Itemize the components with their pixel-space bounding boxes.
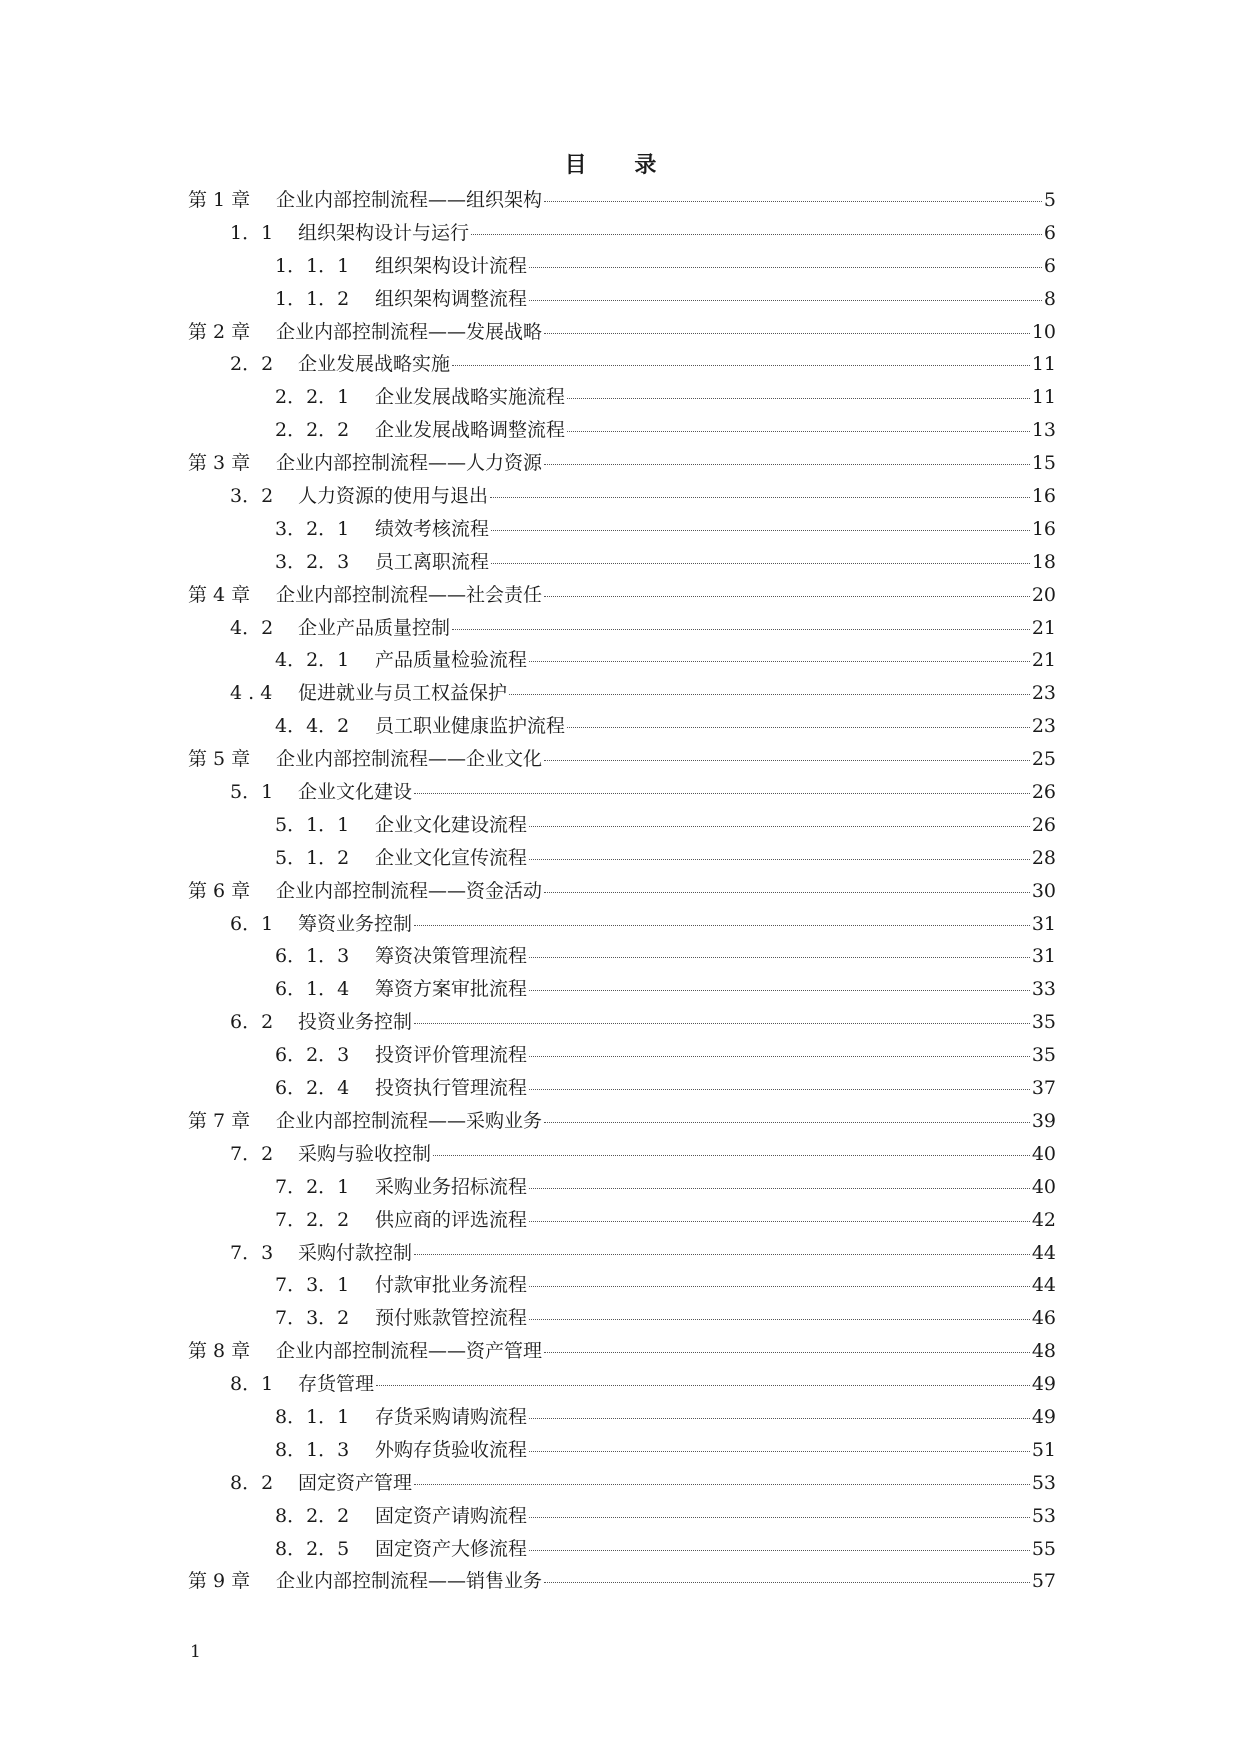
toc-dot-leader <box>414 1254 1030 1255</box>
toc-dot-leader <box>529 661 1030 662</box>
toc-entry-number: 8．2．5 <box>275 1537 350 1560</box>
toc-entry[interactable] <box>188 1073 1056 1106</box>
toc-entry-title: 固定资产大修流程 <box>375 1537 528 1560</box>
toc-entry-number: 3．2．3 <box>275 550 350 573</box>
toc-entry-page: 15 <box>1031 452 1056 475</box>
toc-dot-leader <box>567 727 1030 728</box>
toc-entry-number: 8．1．1 <box>275 1405 350 1428</box>
toc-entry-number: 7．2．2 <box>275 1208 350 1231</box>
toc-entry[interactable] <box>188 1238 1056 1271</box>
toc-entry-title: 采购与验收控制 <box>298 1142 432 1165</box>
toc-entry-page: 18 <box>1031 550 1056 573</box>
toc-dot-leader <box>544 892 1030 893</box>
toc-entry-number: 6．1．4 <box>275 978 350 1001</box>
toc-entry[interactable] <box>188 448 1056 481</box>
toc-title: 目 录 <box>564 152 677 178</box>
toc-list <box>188 185 1056 1599</box>
toc-entry-title: 企业内部控制流程——资金活动 <box>276 879 543 902</box>
toc-dot-leader <box>491 563 1030 564</box>
toc-entry[interactable] <box>188 514 1056 547</box>
toc-dot-leader <box>529 990 1030 991</box>
toc-entry-page: 26 <box>1031 813 1056 836</box>
toc-dot-leader <box>529 1550 1030 1551</box>
toc-entry[interactable] <box>188 218 1056 251</box>
toc-entry-title: 企业内部控制流程——发展战略 <box>276 320 543 343</box>
toc-entry-number: 1．1．2 <box>275 287 350 310</box>
toc-entry[interactable] <box>188 580 1056 613</box>
toc-entry[interactable] <box>188 251 1056 284</box>
toc-entry-number: 第 9 章 <box>188 1570 251 1593</box>
toc-entry-number: 6．1 <box>230 912 274 935</box>
toc-entry-title: 企业内部控制流程——人力资源 <box>276 452 543 475</box>
toc-entry[interactable] <box>188 185 1056 218</box>
toc-dot-leader <box>544 596 1030 597</box>
toc-entry[interactable] <box>188 1205 1056 1238</box>
toc-entry-number: 1．1．1 <box>275 254 350 277</box>
toc-entry-title: 付款审批业务流程 <box>375 1274 528 1297</box>
toc-entry-number: 3．2 <box>230 485 274 508</box>
toc-entry[interactable] <box>188 415 1056 448</box>
toc-entry-page: 6 <box>1043 221 1056 244</box>
toc-entry-page: 57 <box>1031 1570 1056 1593</box>
toc-entry-number: 6．2 <box>230 1011 274 1034</box>
toc-entry-title: 投资评价管理流程 <box>375 1044 528 1067</box>
toc-entry-page: 44 <box>1031 1274 1056 1297</box>
toc-dot-leader <box>544 1352 1030 1353</box>
toc-entry-title: 促进就业与员工权益保护 <box>298 682 508 705</box>
toc-entry-number: 8．1 <box>230 1373 274 1396</box>
toc-dot-leader <box>529 1451 1030 1452</box>
toc-entry-number: 8．2 <box>230 1471 274 1494</box>
toc-entry[interactable] <box>188 1369 1056 1402</box>
toc-entry[interactable] <box>188 711 1056 744</box>
toc-dot-leader <box>529 859 1030 860</box>
toc-entry[interactable] <box>188 941 1056 974</box>
toc-entry-number: 5．1．1 <box>275 813 350 836</box>
toc-entry-number: 第 8 章 <box>188 1340 251 1363</box>
toc-entry[interactable] <box>188 645 1056 678</box>
toc-entry-page: 6 <box>1043 254 1056 277</box>
toc-entry-title: 员工职业健康监护流程 <box>375 715 566 738</box>
toc-entry[interactable] <box>188 1336 1056 1369</box>
toc-entry-number: 第 1 章 <box>188 189 251 211</box>
toc-entry-page: 53 <box>1031 1504 1056 1527</box>
toc-entry-title: 采购付款控制 <box>298 1241 413 1264</box>
toc-entry[interactable] <box>188 744 1056 777</box>
toc-entry[interactable] <box>188 1106 1056 1139</box>
toc-entry[interactable] <box>188 810 1056 843</box>
toc-entry[interactable] <box>188 974 1056 1007</box>
toc-dot-leader <box>529 1089 1030 1090</box>
toc-entry-number: 8．1．3 <box>275 1438 350 1461</box>
toc-dot-leader <box>529 1188 1030 1189</box>
toc-entry-page: 10 <box>1031 320 1056 343</box>
toc-entry-page: 11 <box>1031 353 1056 376</box>
toc-entry[interactable] <box>188 1007 1056 1040</box>
toc-dot-leader <box>544 760 1030 761</box>
toc-entry-title: 企业内部控制流程——社会责任 <box>276 583 543 606</box>
toc-entry-title: 组织架构设计流程 <box>375 254 528 277</box>
toc-dot-leader <box>414 925 1030 926</box>
toc-entry-number: 7．3 <box>230 1241 274 1264</box>
toc-dot-leader <box>529 1418 1030 1419</box>
toc-dot-leader <box>544 464 1030 465</box>
toc-entry-number: 4．2 <box>230 616 274 639</box>
toc-entry-page: 55 <box>1031 1537 1056 1560</box>
toc-entry-title: 企业内部控制流程——销售业务 <box>276 1570 543 1593</box>
toc-entry-number: 4．2．1 <box>275 649 350 672</box>
toc-entry-number: 第 4 章 <box>188 583 251 606</box>
toc-entry-number: 第 2 章 <box>188 320 251 343</box>
toc-entry-number: 5．1．2 <box>275 846 350 869</box>
toc-entry-page: 23 <box>1031 682 1056 705</box>
toc-dot-leader <box>414 1484 1030 1485</box>
toc-dot-leader <box>491 530 1030 531</box>
toc-entry[interactable] <box>188 876 1056 909</box>
toc-dot-leader <box>376 1385 1030 1386</box>
toc-dot-leader <box>433 1155 1030 1156</box>
toc-dot-leader <box>544 201 1042 202</box>
toc-entry-page: 48 <box>1031 1340 1056 1363</box>
toc-entry-title: 企业文化宣传流程 <box>375 846 528 869</box>
toc-dot-leader <box>529 1221 1030 1222</box>
toc-entry-page: 39 <box>1031 1109 1056 1132</box>
toc-entry-page: 31 <box>1031 945 1056 968</box>
toc-entry-title: 产品质量检验流程 <box>375 649 528 672</box>
toc-entry-title: 外购存货验收流程 <box>375 1438 528 1461</box>
toc-entry-title: 企业文化建设 <box>298 781 413 804</box>
toc-entry-title: 固定资产请购流程 <box>375 1504 528 1527</box>
toc-entry[interactable] <box>188 382 1056 415</box>
toc-entry-title: 固定资产管理 <box>298 1471 413 1494</box>
toc-entry-page: 49 <box>1031 1373 1056 1396</box>
toc-entry[interactable] <box>188 1534 1056 1567</box>
toc-entry[interactable] <box>188 678 1056 711</box>
toc-entry[interactable] <box>188 1468 1056 1501</box>
toc-entry-title: 企业内部控制流程——企业文化 <box>276 748 543 771</box>
toc-entry[interactable] <box>188 547 1056 580</box>
toc-entry-page: 16 <box>1031 517 1056 540</box>
toc-entry-title: 组织架构设计与运行 <box>298 221 470 244</box>
toc-entry-title: 存货采购请购流程 <box>375 1405 528 1428</box>
toc-dot-leader <box>490 497 1030 498</box>
toc-entry-title: 组织架构调整流程 <box>375 287 528 310</box>
toc-dot-leader <box>452 629 1030 630</box>
toc-entry-number: 4．4．2 <box>275 715 350 738</box>
toc-entry[interactable] <box>188 1040 1056 1073</box>
toc-dot-leader <box>414 793 1030 794</box>
toc-dot-leader <box>544 1122 1030 1123</box>
toc-entry-title: 筹资业务控制 <box>298 912 413 935</box>
toc-entry-title: 存货管理 <box>298 1373 375 1396</box>
toc-entry[interactable] <box>188 1303 1056 1336</box>
toc-entry-page: 40 <box>1031 1142 1056 1165</box>
toc-entry-page: 28 <box>1031 846 1056 869</box>
toc-entry[interactable] <box>188 909 1056 942</box>
toc-entry-page: 13 <box>1031 419 1056 442</box>
toc-entry[interactable] <box>188 777 1056 810</box>
toc-entry-page: 51 <box>1031 1438 1056 1461</box>
toc-entry-page: 40 <box>1031 1175 1056 1198</box>
toc-entry-title: 企业产品质量控制 <box>298 616 451 639</box>
toc-entry-title: 筹资决策管理流程 <box>375 945 528 968</box>
toc-entry-number: 第 6 章 <box>188 879 251 902</box>
toc-dot-leader <box>567 431 1030 432</box>
toc-entry-page: 20 <box>1031 583 1056 606</box>
toc-entry-page: 49 <box>1031 1405 1056 1428</box>
toc-entry-page: 35 <box>1031 1044 1056 1067</box>
toc-entry[interactable] <box>188 613 1056 646</box>
toc-entry-page: 21 <box>1031 616 1056 639</box>
toc-entry-title: 员工离职流程 <box>375 550 490 573</box>
toc-entry-title: 企业内部控制流程——资产管理 <box>276 1340 543 1363</box>
toc-entry-page: 26 <box>1031 781 1056 804</box>
toc-entry-page: 30 <box>1031 879 1056 902</box>
toc-entry[interactable] <box>188 1172 1056 1205</box>
toc-entry-page: 44 <box>1031 1241 1056 1264</box>
toc-entry[interactable] <box>188 317 1056 350</box>
toc-entry-page: 11 <box>1031 386 1056 409</box>
toc-dot-leader <box>414 1023 1030 1024</box>
toc-entry[interactable] <box>188 349 1056 382</box>
toc-entry-title: 企业文化建设流程 <box>375 813 528 836</box>
toc-entry-title: 投资业务控制 <box>298 1011 413 1034</box>
toc-entry[interactable] <box>188 284 1056 317</box>
toc-dot-leader <box>529 1286 1030 1287</box>
page-number: 1 <box>190 1642 201 1662</box>
toc-dot-leader <box>471 234 1042 235</box>
toc-entry-number: 6．2．3 <box>275 1044 350 1067</box>
toc-entry-title: 采购业务招标流程 <box>375 1175 528 1198</box>
toc-entry[interactable] <box>188 1139 1056 1172</box>
toc-entry-number: 第 3 章 <box>188 452 251 475</box>
toc-entry-page: 31 <box>1031 912 1056 935</box>
toc-entry-number: 6．1．3 <box>275 945 350 968</box>
toc-entry-title: 供应商的评选流程 <box>375 1208 528 1231</box>
toc-entry-number: 7．3．1 <box>275 1274 350 1297</box>
toc-entry-title: 企业内部控制流程——采购业务 <box>276 1109 543 1132</box>
toc-entry-title: 预付账款管控流程 <box>375 1307 528 1330</box>
toc-entry-number: 2．2．2 <box>275 419 350 442</box>
toc-entry[interactable] <box>188 1270 1056 1303</box>
toc-dot-leader <box>529 1517 1030 1518</box>
toc-dot-leader <box>544 333 1030 334</box>
toc-entry[interactable] <box>188 481 1056 514</box>
toc-entry-number: 5．1 <box>230 781 274 804</box>
toc-entry-page: 25 <box>1031 748 1056 771</box>
toc-dot-leader <box>529 1319 1030 1320</box>
toc-entry[interactable] <box>188 1402 1056 1435</box>
toc-dot-leader <box>452 365 1030 366</box>
toc-entry-page: 21 <box>1031 649 1056 672</box>
toc-entry-title: 筹资方案审批流程 <box>375 978 528 1001</box>
toc-entry-number: 8．2．2 <box>275 1504 350 1527</box>
toc-entry-number: 第 5 章 <box>188 748 251 771</box>
toc-entry-title: 企业发展战略实施流程 <box>375 386 566 409</box>
toc-entry-number: 7．2 <box>230 1142 274 1165</box>
toc-entry-page: 5 <box>1043 189 1056 211</box>
toc-entry-number: 1．1 <box>230 221 274 244</box>
toc-entry-page: 16 <box>1031 485 1056 508</box>
toc-entry[interactable] <box>188 843 1056 876</box>
toc-dot-leader <box>529 826 1030 827</box>
toc-dot-leader <box>529 1056 1030 1057</box>
toc-entry-number: 6．2．4 <box>275 1077 350 1100</box>
toc-entry-page: 42 <box>1031 1208 1056 1231</box>
toc-entry-title: 人力资源的使用与退出 <box>298 485 489 508</box>
toc-entry-title: 企业内部控制流程——组织架构 <box>276 189 543 211</box>
toc-entry-page: 8 <box>1043 287 1056 310</box>
toc-entry-number: 第 7 章 <box>188 1109 251 1132</box>
toc-entry-title: 企业发展战略实施 <box>298 353 451 376</box>
toc-dot-leader <box>529 300 1042 301</box>
toc-entry-title: 绩效考核流程 <box>375 517 490 540</box>
toc-entry-page: 46 <box>1031 1307 1056 1330</box>
toc-entry-page: 35 <box>1031 1011 1056 1034</box>
toc-dot-leader <box>509 694 1030 695</box>
toc-entry-number: 3．2．1 <box>275 517 350 540</box>
toc-entry-number: 2．2 <box>230 353 274 376</box>
toc-dot-leader <box>567 398 1030 399</box>
toc-entry-page: 37 <box>1031 1077 1056 1100</box>
toc-dot-leader <box>544 1582 1030 1583</box>
toc-entry-number: 7．3．2 <box>275 1307 350 1330</box>
toc-dot-leader <box>529 267 1042 268</box>
toc-entry-title: 投资执行管理流程 <box>375 1077 528 1100</box>
toc-entry[interactable] <box>188 1566 1056 1599</box>
toc-entry-number: 7．2．1 <box>275 1175 350 1198</box>
toc-entry[interactable] <box>188 1501 1056 1534</box>
toc-entry-number: 2．2．1 <box>275 386 350 409</box>
toc-dot-leader <box>529 957 1030 958</box>
toc-entry-title: 企业发展战略调整流程 <box>375 419 566 442</box>
toc-entry[interactable] <box>188 1435 1056 1468</box>
toc-entry-page: 23 <box>1031 715 1056 738</box>
toc-entry-number: 4 . 4 <box>230 682 273 705</box>
toc-entry-page: 33 <box>1031 978 1056 1001</box>
toc-entry-page: 53 <box>1031 1471 1056 1494</box>
